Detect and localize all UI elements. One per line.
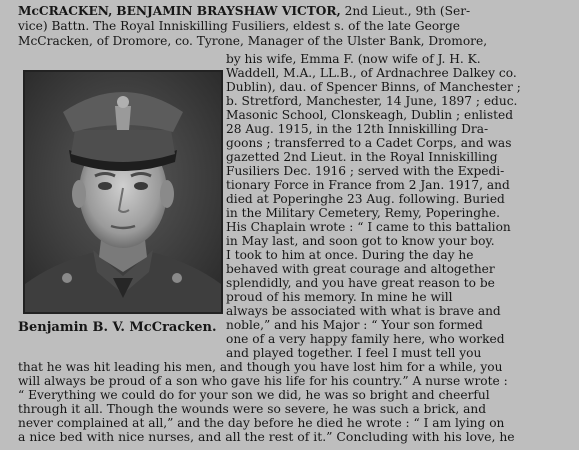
entry-text-line: 28 Aug. 1915, in the 12th Inniskilling Dra- bbox=[226, 122, 489, 136]
entry-text-line: by his wife, Emma F. (now wife of J. H. K. bbox=[226, 52, 481, 66]
entry-heading-line bbox=[18, 4, 470, 18]
entry-text-line: a nice bed with nice nurses, and all the rest of it.” Concluding with his love, he bbox=[18, 429, 515, 444]
entry-text-line: gazetted 2nd Lieut. in the Royal Inniskilling bbox=[226, 150, 498, 164]
entry-text-line: never complained at all,” and the day before he died he wrote : “ I am lying on bbox=[18, 416, 505, 430]
entry-text-line: behaved with great courage and altogether bbox=[226, 262, 495, 276]
entry-text-line: proud of his memory. In mine he will bbox=[226, 290, 453, 304]
entry-text-line: I took to him at once. During the day he bbox=[226, 248, 474, 262]
portrait-illustration bbox=[25, 72, 221, 312]
entry-text-line: always be associated with what is brave and bbox=[226, 304, 501, 318]
entry-text-line: died at Poperinghe 23 Aug. following. Buried bbox=[226, 192, 505, 206]
entry-text-line: Fusiliers Dec. 1916 ; served with the Expedi- bbox=[226, 164, 505, 178]
entry-text-line: Dublin), dau. of Spencer Binns, of Manchester ; bbox=[226, 80, 521, 94]
entry-text-line: Masonic School, Clonskeagh, Dublin ; enlisted bbox=[226, 108, 514, 122]
entry-text-line: “ Everything we could do for your son we did, he was so bright and cheerful bbox=[18, 388, 490, 402]
entry-text-line: goons ; transferred to a Cadet Corps, and was bbox=[226, 136, 512, 150]
entry-text-line: 2nd Lieut., 9th (Ser- bbox=[344, 4, 471, 18]
entry-text-line: and played together. I feel I must tell you bbox=[226, 346, 482, 360]
entry-text-line: tionary Force in France from 2 Jan. 1917, and bbox=[226, 178, 510, 192]
entry-text-line: splendidly, and you have great reason to be bbox=[226, 276, 495, 290]
portrait-photo bbox=[23, 70, 223, 314]
entry-text-line: one of a very happy family here, who worked bbox=[226, 332, 505, 346]
entry-text-line: His Chaplain wrote : “ I came to this battalion bbox=[226, 220, 511, 234]
entry-text-line: Waddell, M.A., LL.B., of Ardnachree Dalkey co. bbox=[226, 66, 517, 80]
entry-text-line: in May last, and soon got to know your boy. bbox=[226, 234, 495, 248]
entry-surname: McCRACKEN, bbox=[18, 4, 113, 18]
entry-text-line: vice) Battn. The Royal Inniskilling Fusiliers, eldest s. of the late George bbox=[18, 19, 461, 33]
entry-text-line: b. Stretford, Manchester, 14 June, 1897 ; educ. bbox=[226, 94, 518, 108]
entry-text-line: McCracken, of Dromore, co. Tyrone, Manager of the Ulster Bank, Dromore, bbox=[18, 34, 488, 48]
entry-text-line: will always be proud of a son who gave his life for his country.” A nurse wrote : bbox=[18, 374, 508, 388]
entry-forenames: BENJAMIN BRAYSHAW VICTOR, bbox=[116, 4, 341, 18]
entry-text-line: that he was hit leading his men, and though you have lost him for a while, you bbox=[18, 360, 503, 374]
entry-text-line: through it all. Though the wounds were so severe, he was such a brick, and bbox=[18, 402, 487, 416]
photo-caption: Benjamin B. V. McCracken. bbox=[18, 320, 217, 335]
entry-text-line: noble,” and his Major : “ Your son formed bbox=[226, 318, 483, 332]
entry-text-line: in the Military Cemetery, Remy, Poperinghe. bbox=[226, 206, 500, 220]
